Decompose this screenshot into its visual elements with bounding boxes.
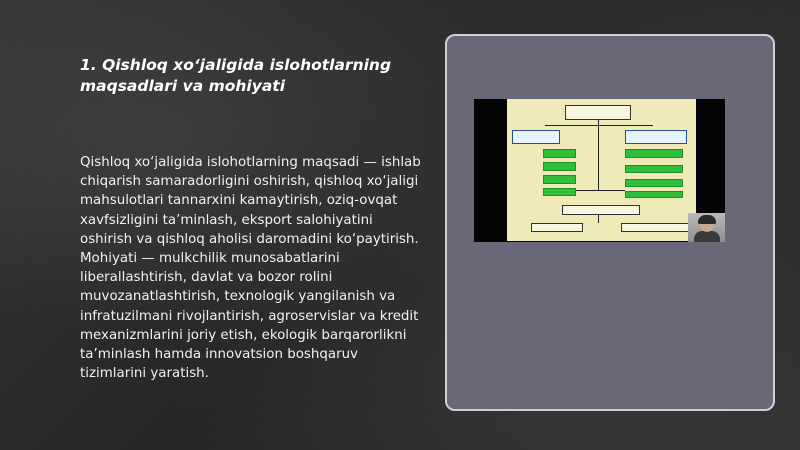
diagram-green-box <box>625 165 683 173</box>
person-body <box>694 231 720 242</box>
diagram-right-header <box>625 130 687 144</box>
diagram-lower-box <box>562 205 640 215</box>
diagram-top-box <box>565 105 631 120</box>
diagram-left-header <box>512 130 560 144</box>
diagram-bottom-left <box>531 223 583 232</box>
diagram-green-box <box>625 179 683 187</box>
diagram-green-box <box>625 149 683 158</box>
diagram-connector <box>545 125 653 126</box>
diagram-green-box <box>543 149 576 158</box>
webcam-thumbnail[interactable] <box>688 213 725 242</box>
diagram-bottom-right <box>621 223 691 232</box>
diagram-image <box>507 99 696 241</box>
diagram-green-box <box>543 188 576 196</box>
diagram-green-box <box>543 175 576 184</box>
slide-title: 1. Qishloq xo‘jaligida islohotlarning maqsadlari va mohiyati <box>80 56 392 95</box>
diagram-connector <box>598 120 599 190</box>
diagram-connector <box>576 190 625 191</box>
diagram-green-box <box>625 191 683 198</box>
person-hair <box>698 215 716 224</box>
diagram-green-box <box>543 162 576 171</box>
diagram-connector <box>598 215 599 223</box>
slide-body-text: Qishloq xo‘jaligida islohotlarning maqsadi — ishlab chiqarish samaradorligini oshirish, qishloq xo‘jaligi mahsulotlari tannarxini kamaytirish, oziq-ovqat xavfsizligini ta’minlash, eksport salohiyatini oshirish va qishloq aholisi daromadini ko‘paytirish. Mohiyati — mulkchilik munosabatlarini liberallashtirish, davlat va bozor rolini muvozanatlashtirish, texnologik yangilanish va infratuzilmani rivojlantirish, agroservislar va kredit mexanizmlarini joriy etish, ekologik barqarorlikni ta’minlash hamda innovatsion boshqaruv tizimlarini yaratish. <box>80 155 421 382</box>
